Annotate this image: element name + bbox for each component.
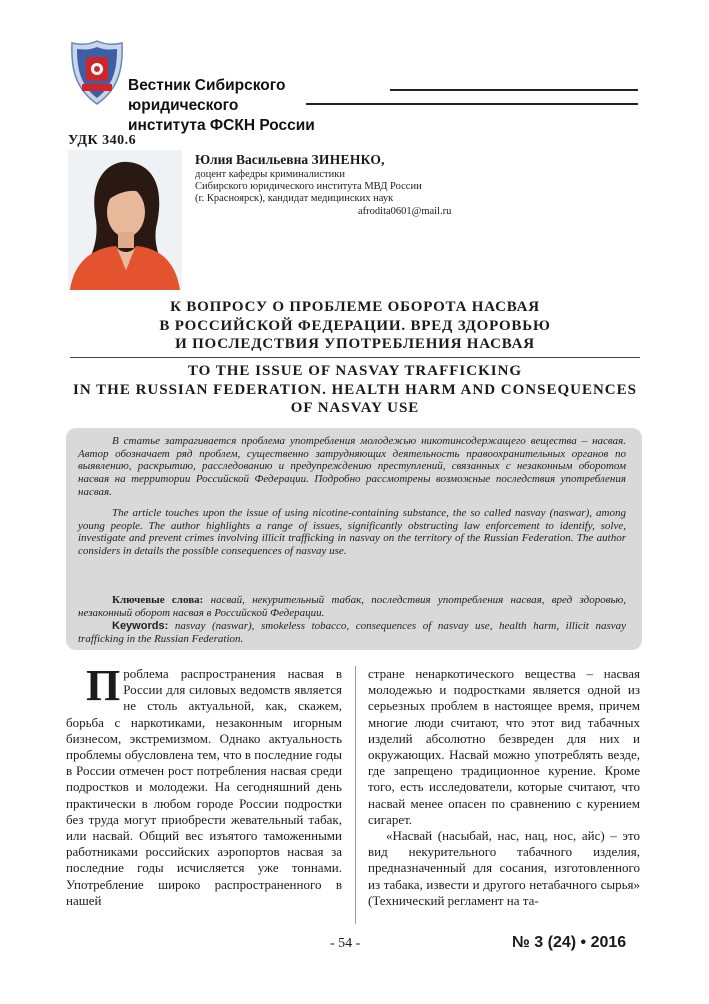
author-first-names: Юлия Васильевна [195,152,312,167]
title-ru-line: К ВОПРОСУ О ПРОБЛЕМЕ ОБОРОТА НАСВАЯ [170,299,540,315]
issue-number: № 3 (24) • 2016 [512,934,627,951]
article-title-ru [60,298,650,354]
author-surname: ЗИНЕНКО, [311,152,385,167]
drop-cap: П [86,661,121,710]
keywords-ru-label: Ключевые слова: [112,594,204,606]
udk-code: УДК 340.6 [68,133,137,148]
author-affiliation [195,169,422,206]
author-info-line: Сибирского юридического института МВД России [195,181,422,193]
keywords-ru [78,594,626,619]
keywords-ru-text: насвай, некурительный табак, последствия употребления насвая, вред здоровью, незаконный оборот насвая в Российской Федерации. [78,594,626,619]
journal-emblem [70,40,124,106]
author-photo [68,150,182,290]
title-separator [70,357,640,358]
shield-emblem-icon [70,40,124,106]
abstract-en [78,507,626,558]
keywords-en-text: nasvay (naswar), smokeless tobacco, consequences of nasvay use, health harm, illicit nasvay trafficking in the Russian Federation. [78,620,626,645]
journal-title [128,76,388,136]
author-info-line: (г. Красноярск), кандидат медицинских наук [195,193,394,205]
header-rule-top [390,89,638,91]
body-column-right [368,666,640,909]
title-en-line: OF NASVAY USE [290,400,420,416]
article-title-en [50,362,660,418]
body-right-paragraph-2: «Насвай (насыбай, нас, нац, нос, айс) – это вид некурительного табачного изделия, предназначенный для сосания, изготовленного из табака, извести и другого нетабачного сырья» (Технический регламент на та- [368,828,640,908]
body-right-paragraph-1: стране ненаркотического вещества – насвая молодежью и подростками является одной из серьезных проблем в настоящее время, причем многие люди считают, что этот вид табачных изделий абсолютно безвреден для них и окружающих. Насвай можно употреблять везде, где запрещено традиционное курение. Кроме того, есть исследователи, которые считают, что насвай менее опасен по сравнению с курением сигарет. [368,666,640,827]
author-email[interactable]: afrodita0601@mail.ru [358,206,452,217]
title-ru-line: И ПОСЛЕДСТВИЯ УПОТРЕБЛЕНИЯ НАСВАЯ [175,336,535,352]
journal-title-line1: Вестник Сибирского юридического [128,77,286,114]
abstract-ru-text: В статье затрагивается проблема употребления молодежью никотинсодержащего вещества – насвая. Автор обозначает ряд проблем, существенно затрудняющих деятельность правоохранительных органов по выявлению, раскрытию, расследованию и предупреждению преступлений, связанных с незаконным оборотом насвая на территории Российской Федерации. Подробно рассмотрены возможные последствия употребления насвая. [78,435,626,498]
page-number: - 54 - [330,936,361,951]
header-rule-bottom [306,103,638,105]
body-column-left [66,661,342,909]
abstract-ru [78,435,626,499]
title-en-line: TO THE ISSUE OF NASVAY TRAFFICKING [187,363,523,379]
body-left-text: роблема распространения насвая в России для силовых ведомств является не столь актуальной, как, скажем, борьба с наркотиками, незаконным игорным бизнесом, экстремизмом. Однако актуальность проблемы обусловлена тем, что в последние годы в России отмечен рост потребления насвая среди подростков и молодежи. На сегодняшний день практически в любом городе России подростки без труда могут приобрести жевательный табак, или насвай. Общий вес изъятого таможенными работниками российских аэропортов насвая за последние годы исчисляется уже тоннами. Употребление широко распространенного в нашей [66,666,342,908]
keywords-en [78,620,626,645]
journal-title-line2: института ФСКН России [128,117,315,134]
author-info-line: доцент кафедры криминалистики [195,169,345,180]
title-ru-line: В РОССИЙСКОЙ ФЕДЕРАЦИИ. ВРЕД ЗДОРОВЬЮ [159,317,551,334]
author-name [195,152,385,168]
keywords-en-label: Keywords: [112,620,169,632]
column-divider [355,666,356,924]
title-en-line: IN THE RUSSIAN FEDERATION. HEALTH HARM AND CONSEQUENCES [73,381,637,398]
abstract-en-text: The article touches upon the issue of using nicotine-containing substance, the so called nasvay (naswar), among young people. The author highlights a range of issues, significantly obstructing law enforcement to identify, solve, investigate and prevent crimes involving illicit trafficking in nasvay on the territory of the Russian Federation. The author considers in details the possible consequences of nasvay use. [78,507,626,558]
